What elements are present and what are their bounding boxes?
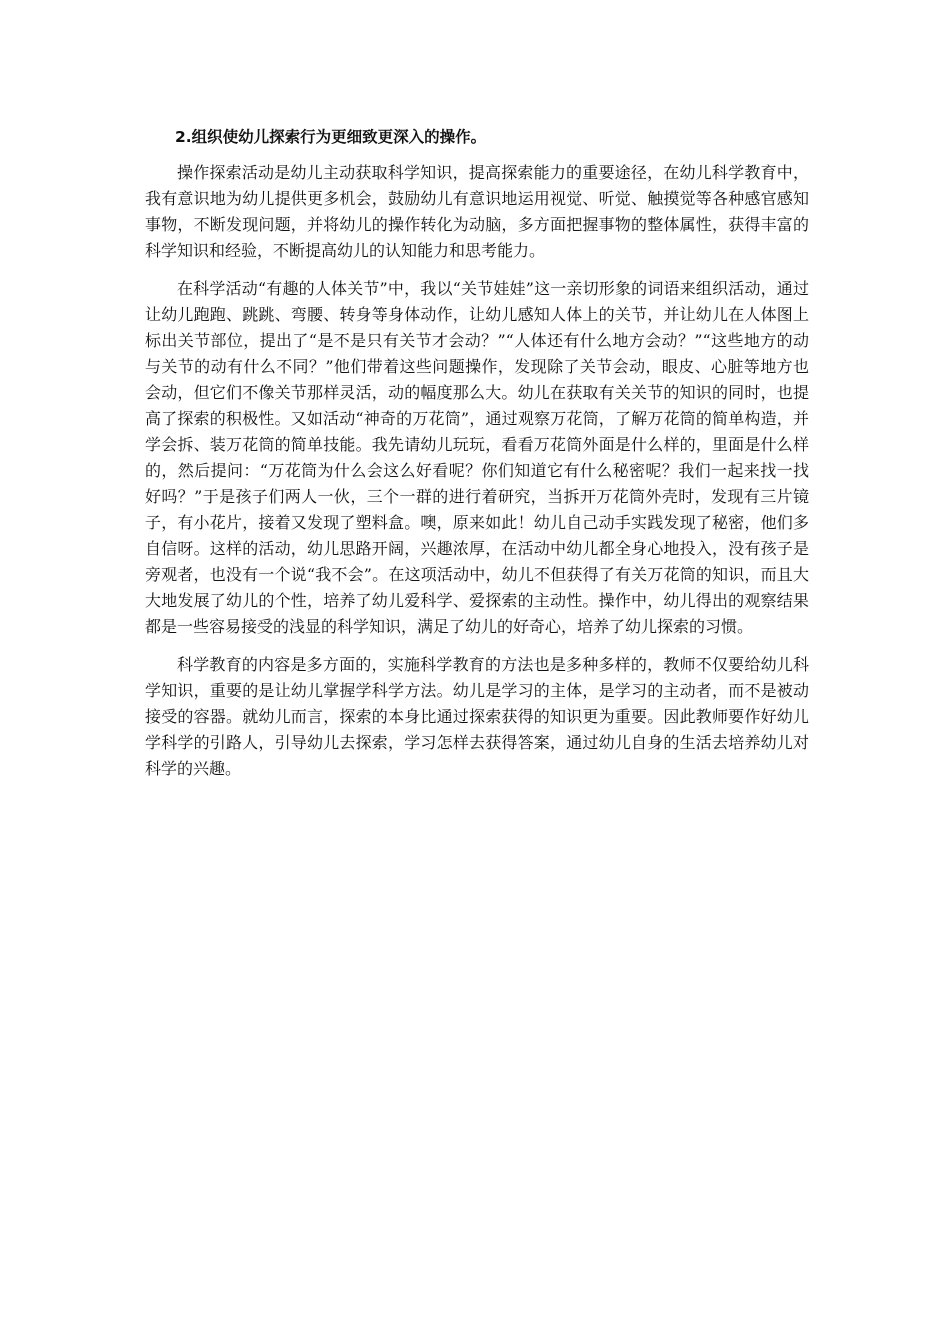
paragraph-1: 操作探索活动是幼儿主动获取科学知识，提高探索能力的重要途径，在幼儿科学教育中，我有意识地为幼儿提供更多机会，鼓励幼儿有意识地运用视觉、听觉、触摸觉等各种感官感知事物，不断发现问题，并将幼儿的操作转化为动脑，多方面把握事物的整体属性，获得丰富的科学知识和经验，不断提高幼儿的认知能力和思考能力。: [145, 163, 809, 260]
section-heading: 2.组织使幼儿探索行为更细致更深入的操作。: [175, 128, 487, 146]
paragraph-2: 在科学活动“有趣的人体关节”中，我以“关节娃娃”这一亲切形象的词语来组织活动，通过让幼儿跑跑、跳跳、弯腰、转身等身体动作，让幼儿感知人体上的关节，并让幼儿在人体图上标出关节部位，提出了“是不是只有关节才会动？”“人体还有什么地方会动？”“这些地方的动与关节的动有什么不同？”他们带着这些问题操作，发现除了关节会动，眼皮、心脏等地方也会动，但它们不像关节那样灵活，动的幅度那么大。幼儿在获取有关关节的知识的同时，也提高了探索的积极性。又如活动“神奇的万花筒”，通过观察万花筒，了解万花筒的简单构造，并学会拆、装万花筒的简单技能。我先请幼儿玩玩，看看万花筒外面是什么样的，里面是什么样的，然后提问：“万花筒为什么会这么好看呢？你们知道它有什么秘密呢？我们一起来找一找好吗？”于是孩子们两人一伙，三个一群的进行着研究，当拆开万花筒外壳时，发现有三片镜子，有小花片，接着又发现了塑料盒。噢，原来如此！幼儿自己动手实践发现了秘密，他们多自信呀。这样的活动，幼儿思路开阔，兴趣浓厚，在活动中幼儿都全身心地投入，没有孩子是旁观者，也没有一个说“我不会”。在这项活动中，幼儿不但获得了有关万花筒的知识，而且大大地发展了幼儿的个性，培养了幼儿爱科学、爱探索的主动性。操作中，幼儿得出的观察结果都是一些容易接受的浅显的科学知识，满足了幼儿的好奇心，培养了幼儿探索的习惯。: [145, 279, 809, 636]
paragraph-3: 科学教育的内容是多方面的，实施科学教育的方法也是多种多样的，教师不仅要给幼儿科学知识，重要的是让幼儿掌握学科学方法。幼儿是学习的主体，是学习的主动者，而不是被动接受的容器。就幼儿而言，探索的本身比通过探索获得的知识更为重要。因此教师要作好幼儿学科学的引路人，引导幼儿去探索，学习怎样去获得答案，通过幼儿自身的生活去培养幼儿对科学的兴趣。: [145, 655, 809, 778]
document-body: [145, 124, 809, 794]
